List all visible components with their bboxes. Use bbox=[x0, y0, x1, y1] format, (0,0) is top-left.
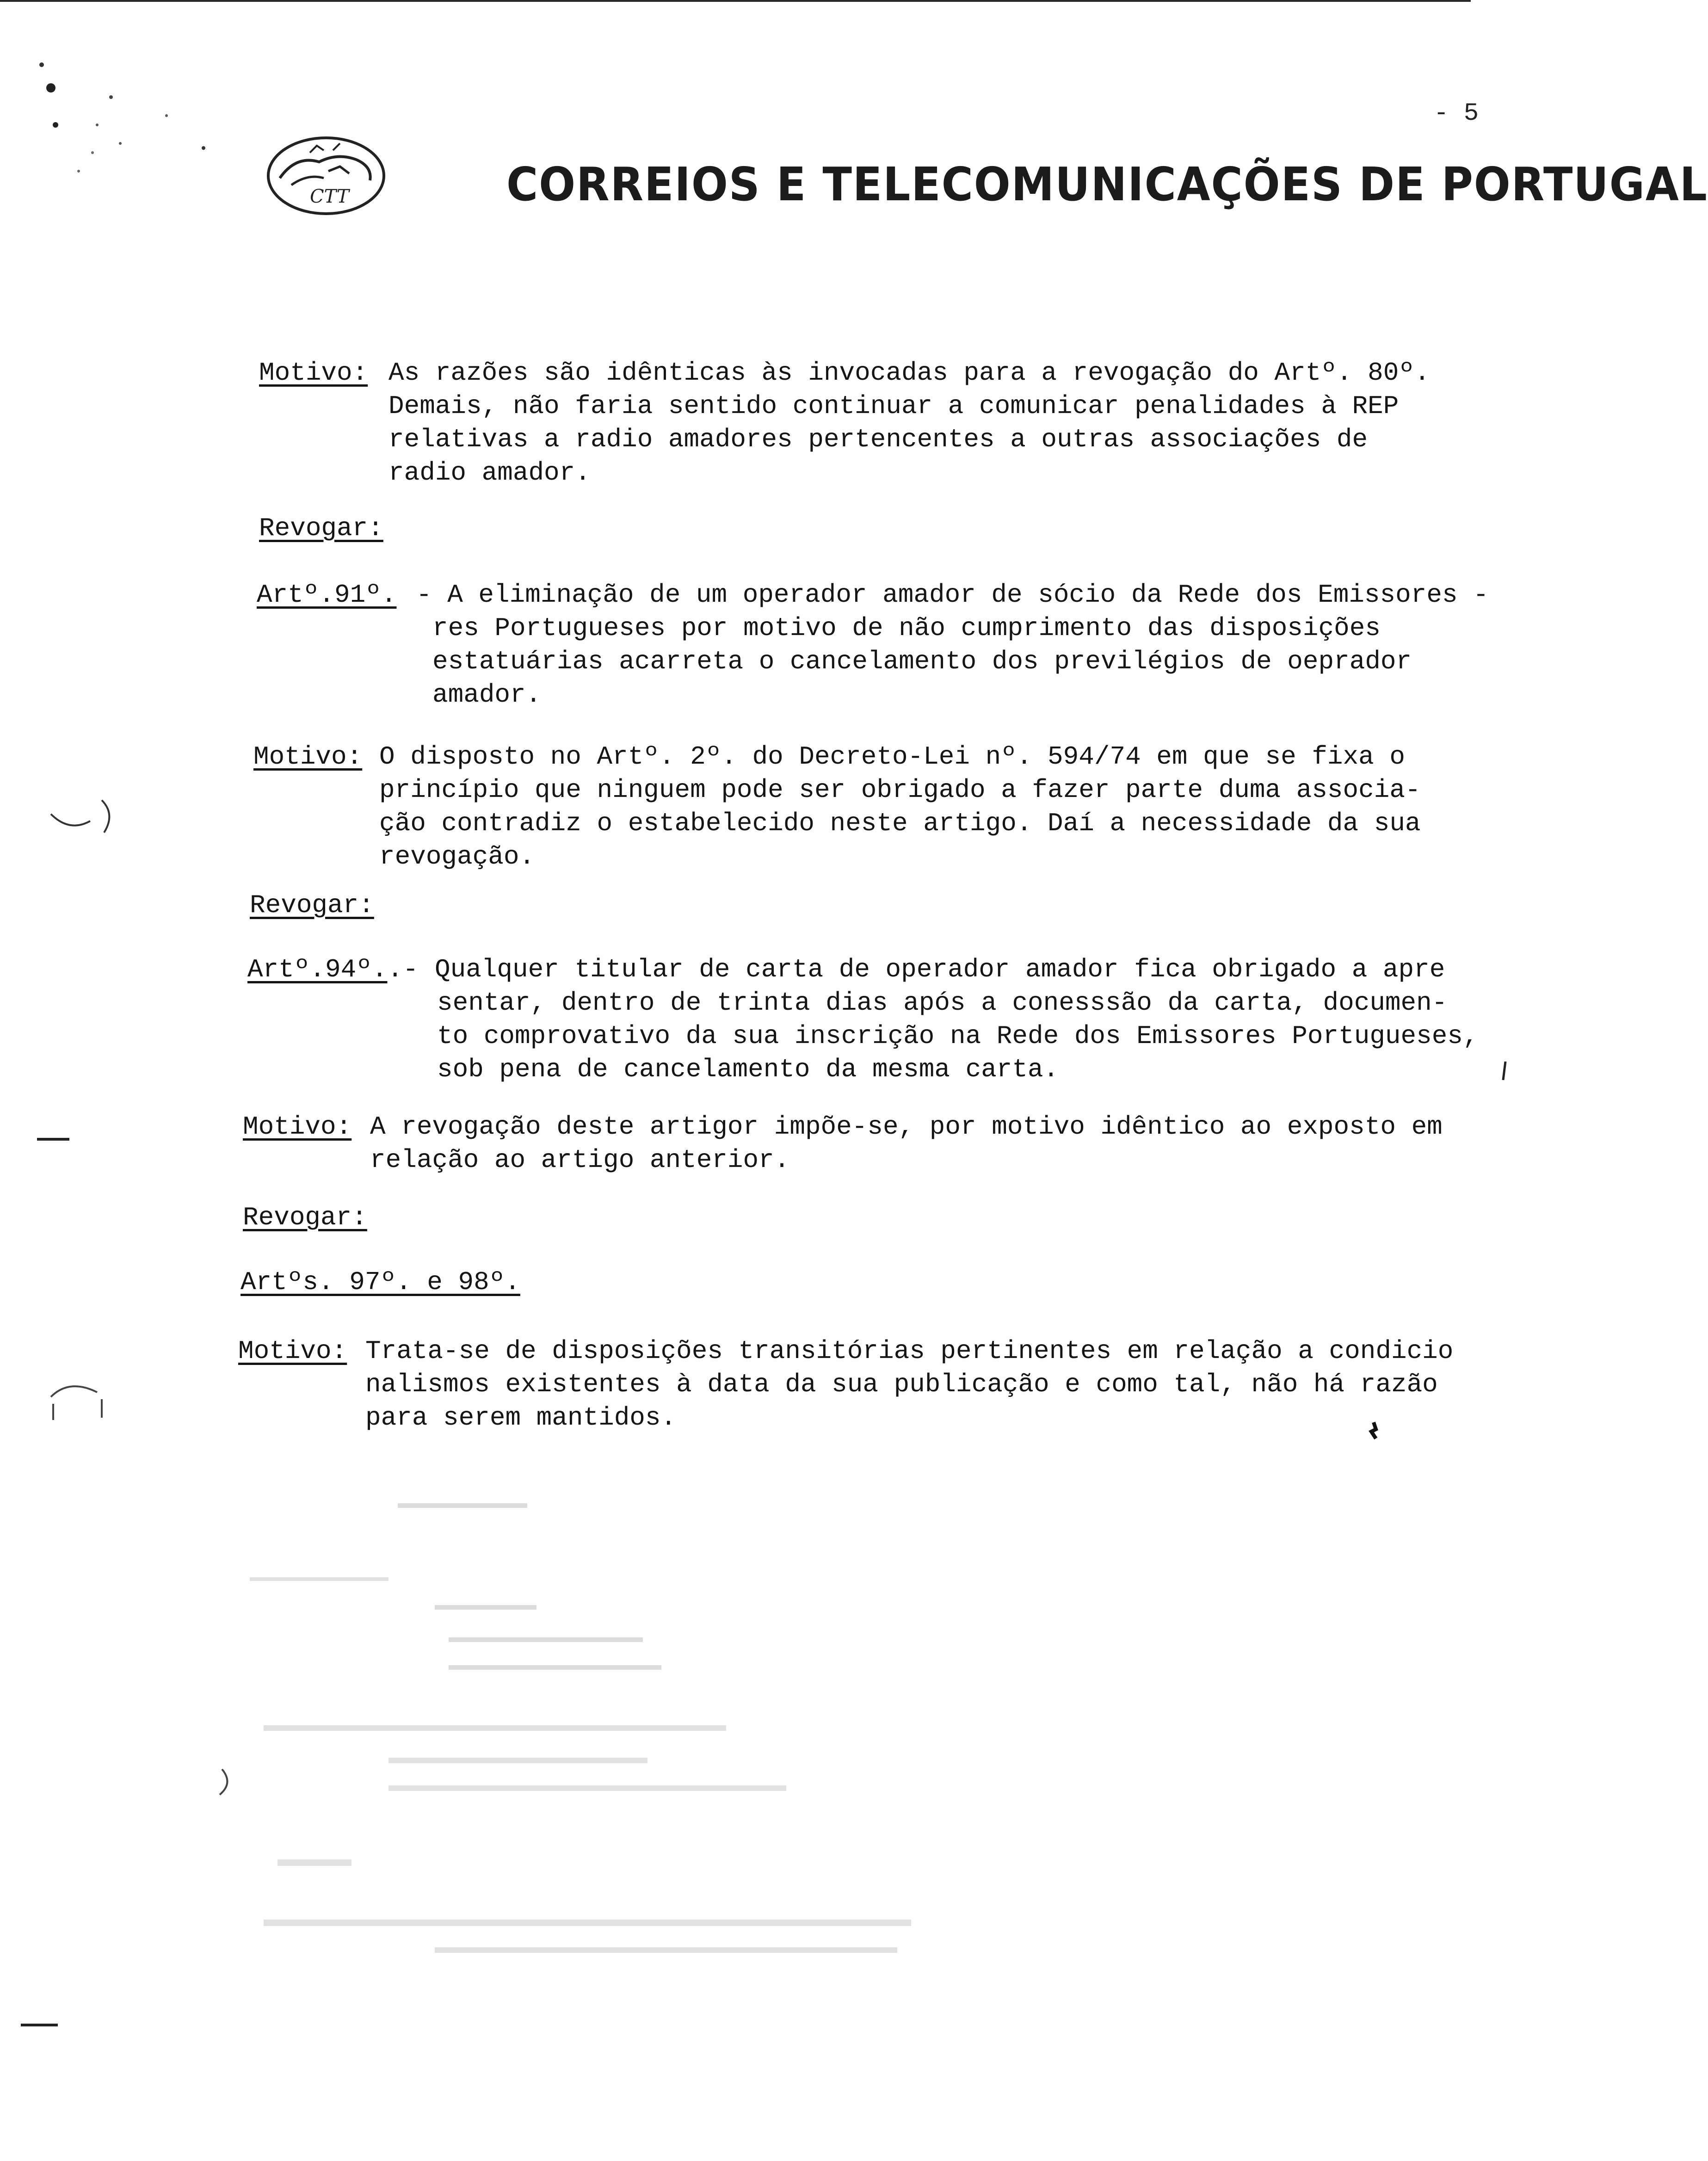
ctt-logo bbox=[264, 134, 388, 217]
artigo-number: Artº.94º. bbox=[247, 955, 388, 984]
margin-dash bbox=[37, 1138, 69, 1141]
motivo-label: Motivo: bbox=[243, 1112, 352, 1142]
motivo-label: Motivo: bbox=[259, 358, 368, 388]
page-title: CORREIOS E TELECOMUNICAÇÕES DE PORTUGAL bbox=[506, 157, 1708, 211]
text-line: sentar, dentro de trinta dias após a conesssão da carta, documen- bbox=[437, 988, 1448, 1018]
text-line: Trata-se de disposições transitórias pertinentes em relação a condicio bbox=[365, 1336, 1454, 1366]
revogar-heading: Revogar: bbox=[259, 513, 383, 543]
text-line: - A eliminação de um operador amador de sócio da Rede dos Emissores - bbox=[416, 580, 1489, 610]
text-line: para serem mantidos. bbox=[365, 1403, 677, 1432]
text-line: sob pena de cancelamento da mesma carta. bbox=[437, 1055, 1059, 1084]
text-line: relação ao artigo anterior. bbox=[370, 1145, 790, 1175]
revogar-heading: Revogar: bbox=[250, 890, 374, 920]
text-line: res Portugueses por motivo de não cumprimento das disposições bbox=[432, 613, 1381, 643]
motivo-label: Motivo: bbox=[253, 742, 363, 772]
text-line: O disposto no Artº. 2º. do Decreto-Lei nº. 594/74 em que se fixa o bbox=[379, 742, 1405, 772]
text-line: nalismos existentes à data da sua publicação e como tal, não há razão bbox=[365, 1370, 1438, 1399]
artigo-label bbox=[247, 953, 419, 986]
scan-specks bbox=[28, 46, 222, 194]
artigo-label: Artº.91º. bbox=[257, 580, 397, 610]
text-line: revogação. bbox=[379, 842, 535, 871]
margin-paren-mark bbox=[213, 1767, 240, 1799]
text-line: Demais, não faria sentido continuar a comunicar penalidades à REP bbox=[388, 391, 1399, 421]
text-line: Qualquer titular de carta de operador amador fica obrigado a apre bbox=[435, 955, 1445, 984]
page-number: - 5 bbox=[1434, 99, 1479, 128]
ink-blot-mark bbox=[1364, 1420, 1383, 1443]
text-line: ção contradiz o estabelecido neste artigo. Daí a necessidade da sua bbox=[379, 809, 1421, 838]
text-line: to comprovativo da sua inscrição na Rede dos Emissores Portugueses, bbox=[437, 1021, 1479, 1051]
artigo-suffix: .- bbox=[387, 955, 419, 984]
text-line: A revogação deste artigor impõe-se, por motivo idêntico ao exposto em bbox=[370, 1112, 1443, 1142]
revogar-heading: Revogar: bbox=[243, 1203, 367, 1232]
margin-dash bbox=[21, 2024, 58, 2026]
text-line: radio amador. bbox=[388, 458, 591, 488]
artigos-97-98-heading: Artºs. 97º. e 98º. bbox=[240, 1267, 520, 1297]
text-line: estatuárias acarreta o cancelamento dos previlégios de oeprador bbox=[432, 647, 1412, 676]
text-line: relativas a radio amadores pertencentes a outras associações de bbox=[388, 425, 1368, 454]
text-line: As razões são idênticas às invocadas para a revogação do Artº. 80º. bbox=[388, 358, 1430, 388]
margin-comma-mark bbox=[1498, 1059, 1512, 1087]
motivo-label: Motivo: bbox=[238, 1336, 347, 1366]
page-top-rule bbox=[0, 0, 1471, 2]
logo-text: CTT bbox=[310, 186, 349, 207]
faded-bleed-through-text bbox=[250, 1503, 1082, 2012]
margin-bracket-mark bbox=[46, 1378, 111, 1434]
margin-bracket-mark bbox=[46, 796, 120, 846]
text-line: princípio que ninguem pode ser obrigado a fazer parte duma associa- bbox=[379, 775, 1421, 805]
text-line: amador. bbox=[432, 680, 542, 710]
